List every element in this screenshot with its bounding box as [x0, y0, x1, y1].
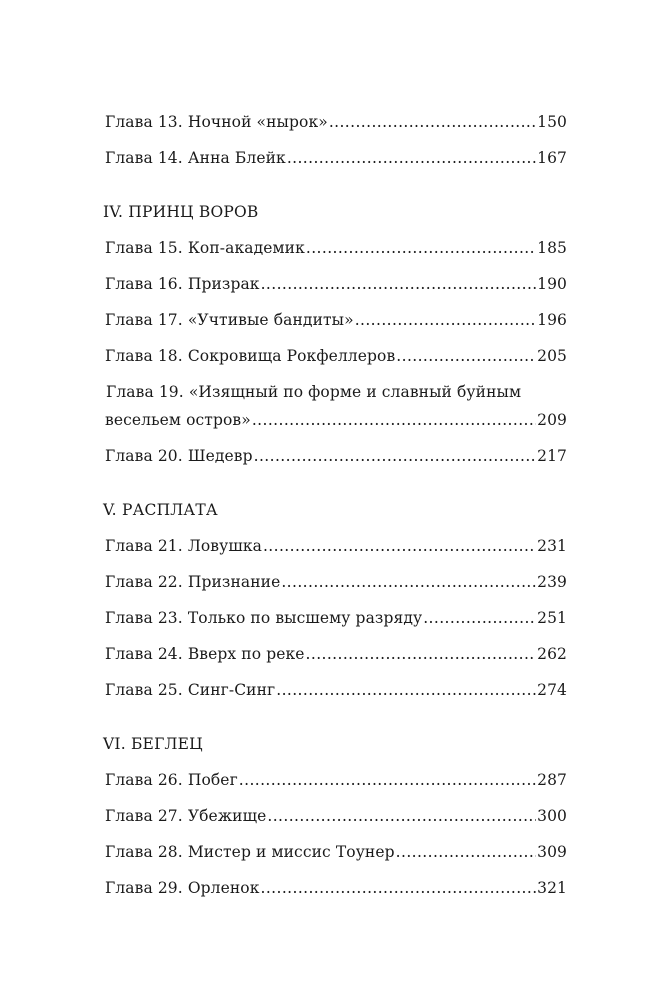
- toc-entry-page: 231: [537, 537, 567, 555]
- toc-entry-title: Глава 16. Призрак: [105, 275, 260, 293]
- toc-entry-chapter-18: [105, 346, 567, 366]
- section-spacer: [105, 184, 567, 202]
- dot-leader: [355, 310, 536, 330]
- toc-entry-page: 262: [537, 645, 567, 663]
- dot-leader: [281, 572, 536, 592]
- section-heading-part-6: VI. БЕГЛЕЦ: [103, 735, 203, 753]
- toc-entry-page: 167: [537, 149, 567, 167]
- table-of-contents: [105, 112, 567, 914]
- toc-entry-title: Глава 14. Анна Блейк: [105, 149, 286, 167]
- toc-entry-title-line-1: Глава 19. «Изящный по форме и славный буйным: [106, 383, 522, 401]
- dot-leader: [276, 680, 536, 700]
- dot-leader: [306, 644, 537, 664]
- toc-entry-chapter-13: [105, 112, 567, 132]
- toc-entry-page: 209: [537, 411, 567, 429]
- dot-leader: [396, 842, 536, 862]
- toc-entry-chapter-29: [105, 878, 567, 898]
- dot-leader: [263, 536, 536, 556]
- toc-entry-title: Глава 28. Мистер и миссис Тоунер: [105, 843, 395, 861]
- toc-entry-chapter-16: [105, 274, 567, 294]
- toc-entry-page: 309: [537, 843, 567, 861]
- toc-entry-page: 300: [537, 807, 567, 825]
- toc-entry-title: Глава 24. Вверх по реке: [105, 645, 305, 663]
- dot-leader: [254, 446, 536, 466]
- toc-entry-chapter-14: [105, 148, 567, 168]
- dot-leader: [423, 608, 536, 628]
- section-heading-part-4: IV. ПРИНЦ ВОРОВ: [103, 203, 259, 221]
- toc-entry-page: 321: [537, 879, 567, 897]
- toc-entry-title: Глава 27. Убежище: [105, 807, 267, 825]
- toc-entry-title: Глава 29. Орленок: [105, 879, 260, 897]
- toc-entry-page: 205: [537, 347, 567, 365]
- toc-entry-line-2: [105, 410, 567, 430]
- toc-entry-chapter-19: [105, 382, 567, 430]
- toc-entry-chapter-15: [105, 238, 567, 258]
- toc-entry-chapter-17: [105, 310, 567, 330]
- toc-entry-title: Глава 22. Признание: [105, 573, 281, 591]
- toc-entry-chapter-28: [105, 842, 567, 862]
- toc-entry-title: Глава 13. Ночной «нырок»: [105, 113, 328, 131]
- toc-entry-chapter-27: [105, 806, 567, 826]
- section-spacer: [105, 482, 567, 500]
- toc-entry-title: Глава 25. Синг-Синг: [105, 681, 276, 699]
- toc-entry-page: 150: [537, 113, 567, 131]
- dot-leader: [287, 148, 536, 168]
- toc-entry-page: 185: [537, 239, 567, 257]
- toc-entry-page: 239: [537, 573, 567, 591]
- dot-leader: [306, 238, 536, 258]
- dot-leader: [329, 112, 536, 132]
- toc-entry-chapter-24: [105, 644, 567, 664]
- toc-entry-chapter-22: [105, 572, 567, 592]
- toc-entry-chapter-20: [105, 446, 567, 466]
- dot-leader: [396, 346, 536, 366]
- toc-entry-title: Глава 21. Ловушка: [105, 537, 262, 555]
- toc-entry-title: Глава 26. Побег: [105, 771, 238, 789]
- toc-entry-page: 190: [537, 275, 567, 293]
- dot-leader: [267, 806, 536, 826]
- dot-leader: [261, 878, 537, 898]
- toc-entry-page: 196: [537, 311, 567, 329]
- toc-entry-page: 217: [537, 447, 567, 465]
- toc-entry-title-line-2: весельем остров»: [105, 411, 251, 429]
- toc-entry-chapter-25: [105, 680, 567, 700]
- toc-entry-chapter-23: [105, 608, 567, 628]
- section-spacer: [105, 716, 567, 734]
- toc-entry-chapter-21: [105, 536, 567, 556]
- toc-entry-page: 274: [537, 681, 567, 699]
- toc-entry-chapter-26: [105, 770, 567, 790]
- toc-entry-page: 287: [537, 771, 567, 789]
- dot-leader: [239, 770, 536, 790]
- toc-entry-page: 251: [537, 609, 567, 627]
- dot-leader: [252, 410, 536, 430]
- toc-entry-title: Глава 23. Только по высшему разряду: [105, 609, 423, 627]
- dot-leader: [261, 274, 537, 294]
- toc-entry-title: Глава 20. Шедевр: [105, 447, 253, 465]
- toc-entry-title: Глава 15. Коп-академик: [105, 239, 305, 257]
- section-heading-part-5: V. РАСПЛАТА: [103, 501, 218, 519]
- toc-entry-title: Глава 18. Сокровища Рокфеллеров: [105, 347, 396, 365]
- toc-entry-title: Глава 17. «Учтивые бандиты»: [105, 311, 354, 329]
